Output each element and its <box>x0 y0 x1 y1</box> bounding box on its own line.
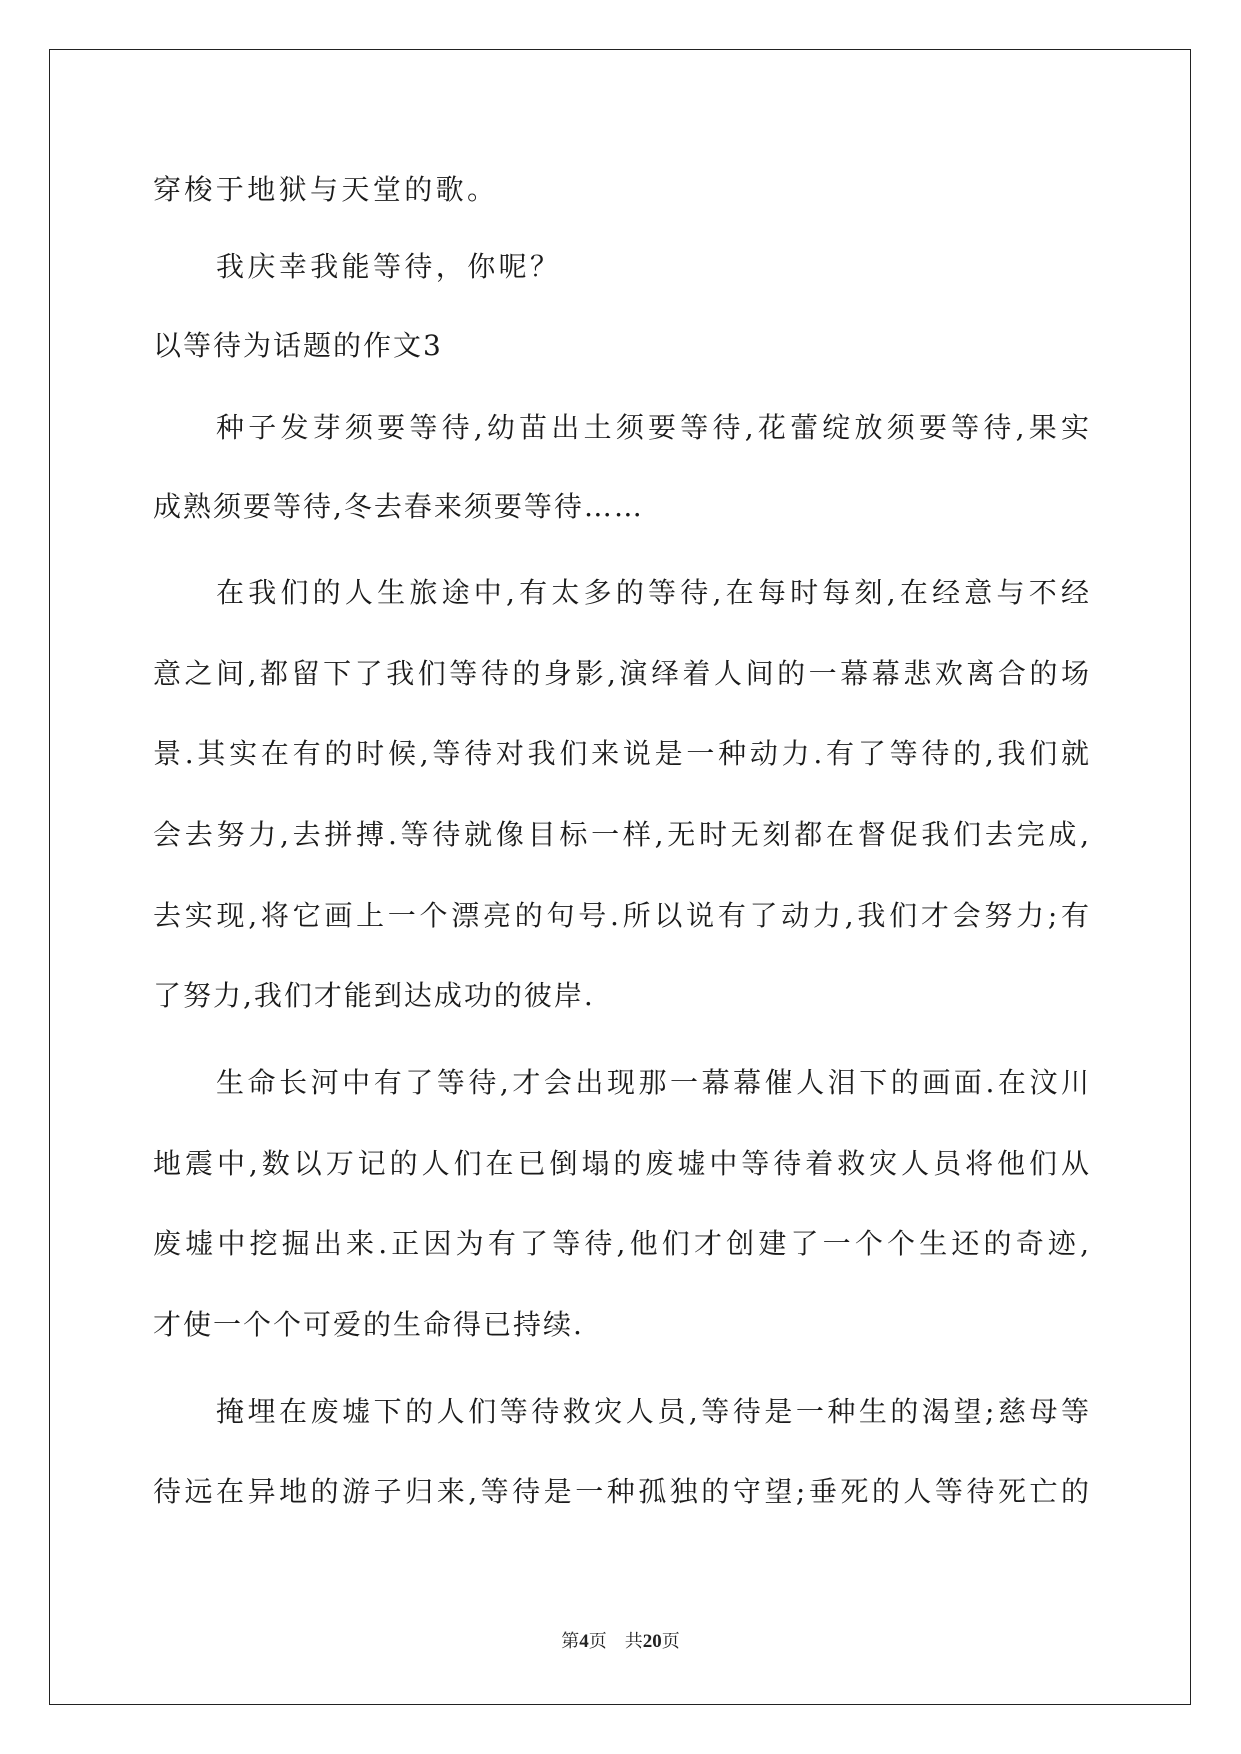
paragraph-line: 废墟中挖掘出来.正因为有了等待,他们才创建了一个个生还的奇迹, <box>153 1227 1089 1260</box>
paragraph-line: 地震中,数以万记的人们在已倒塌的废墟中等待着救灾人员将他们从 <box>153 1147 1089 1180</box>
paragraph-line: 生命长河中有了等待,才会出现那一幕幕催人泪下的画面.在汶川 <box>216 1066 1089 1099</box>
paragraph-line: 景.其实在有的时候,等待对我们来说是一种动力.有了等待的,我们就 <box>153 737 1089 770</box>
page-footer <box>0 1630 1241 1654</box>
paragraph-line: 种子发芽须要等待,幼苗出土须要等待,花蕾绽放须要等待,果实 <box>216 411 1089 444</box>
paragraph-line: 成熟须要等待,冬去春来须要等待…… <box>153 490 644 523</box>
section-heading: 以等待为话题的作文3 <box>153 329 443 362</box>
page-number-prefix: 第 <box>561 1631 580 1652</box>
paragraph-line: 我庆幸我能等待，你呢？ <box>216 250 562 283</box>
page-total-prefix: 共 <box>624 1631 643 1652</box>
page-border <box>49 49 1191 1705</box>
paragraph-line: 待远在异地的游子归来,等待是一种孤独的守望;垂死的人等待死亡的 <box>153 1475 1089 1508</box>
paragraph-line: 才使一个个可爱的生命得已持续. <box>153 1308 584 1341</box>
page-total-unit: 页 <box>661 1631 680 1652</box>
paragraph-line: 去实现,将它画上一个漂亮的句号.所以说有了动力,我们才会努力;有 <box>153 899 1089 932</box>
page-number-unit: 页 <box>588 1631 607 1652</box>
paragraph-line: 掩埋在废墟下的人们等待救灾人员,等待是一种生的渴望;慈母等 <box>216 1395 1089 1428</box>
paragraph-line: 在我们的人生旅途中,有太多的等待,在每时每刻,在经意与不经 <box>216 576 1089 609</box>
paragraph-line: 穿梭于地狱与天堂的歌。 <box>153 173 499 206</box>
paragraph-line: 了努力,我们才能到达成功的彼岸. <box>153 979 595 1012</box>
paragraph-line: 会去努力,去拼搏.等待就像目标一样,无时无刻都在督促我们去完成, <box>153 818 1089 851</box>
page-number-total: 20 <box>642 1631 662 1652</box>
paragraph-line: 意之间,都留下了我们等待的身影,演绎着人间的一幕幕悲欢离合的场 <box>153 657 1089 690</box>
page-number-current: 4 <box>579 1631 589 1652</box>
